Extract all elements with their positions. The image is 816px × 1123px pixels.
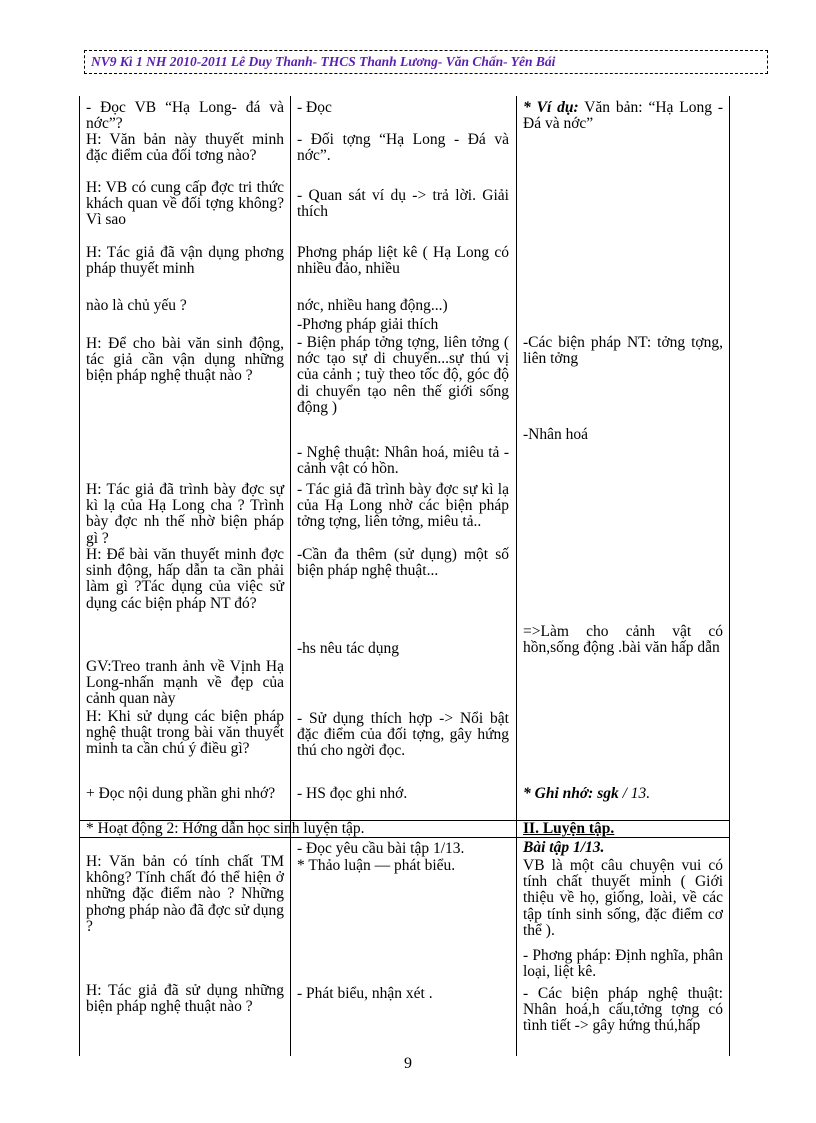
example-text: Văn bản: “Hạ Long - Đá và nớc” <box>523 99 724 133</box>
col1-q11: H: Tác giả đã sử dụng những biện pháp nghệ thuật nào ? <box>86 982 284 1016</box>
col3-exercise-text: VB là một câu chuyện vui có tính chất thuyết minh ( Giới thiệu về họ, giống, loài, về các tập tính sinh sống, đặc điểm cơ thể ). <box>523 857 723 939</box>
col3-art-measures: -Các biện pháp NT: tởng tợng, liên tởng <box>523 334 723 368</box>
col2-a6: - Biện pháp tởng tợng, liên tởng ( nớc tạo sự di chuyển...sự thú vị của cảnh ; tuỳ theo tốc độ, góc độ di chuyển tạo nên thế giới sống động ) <box>297 334 509 416</box>
page-header: NV9 Kì 1 NH 2010-2011 Lê Duy Thanh- THCS Thanh Lương- Văn Chấn- Yên Bái <box>84 50 768 74</box>
col1-q6: H: Tác giả đã trình bày đợc sự kì lạ của Hạ Long cha ? Trình bày đợc nh thế nhờ biện pháp gì ? <box>86 481 284 547</box>
col2-a9: -Cần đa thêm (sử dụng) một số biện pháp nghệ thuật... <box>297 546 509 580</box>
col1-q5: H: Để cho bài văn sinh động, tác giả cần vận dụng những biện pháp nghệ thuật nào ? <box>86 335 284 385</box>
col2-a15: - Phát biểu, nhận xét . <box>297 985 433 1002</box>
exercise-title: Bài tập 1/13. <box>523 839 605 856</box>
col2-a8: - Tác giả đã trình bày đợc sự kì lạ của Hạ Long nhờ các biện pháp tởng tợng, liên tởng, miêu tả.. <box>297 481 509 531</box>
example-label: * Ví dụ: <box>523 99 579 116</box>
col1-q7: H: Để bài văn thuyết minh đợc sinh động, hấp dẫn ta cần phải làm gì ?Tác dụng của việc sử dụng các biện pháp NT đó? <box>86 546 284 612</box>
col2-a3: - Quan sát ví dụ -> trả lời. Giải thích <box>297 187 509 221</box>
table-divider-1 <box>290 96 291 1056</box>
remember-label: * Ghi nhớ: sgk <box>523 785 619 802</box>
col2-a10: -hs nêu tác dụng <box>297 640 400 657</box>
col1-q1: - Đọc VB “Hạ Long- đá và nớc”? <box>86 99 284 133</box>
col2-a4-cont: nớc, nhiều hang động...) <box>297 297 448 314</box>
col2-a5: -Phơng pháp giải thích <box>297 316 439 333</box>
col2-a7: - Nghệ thuật: Nhân hoá, miêu tả - cảnh vật có hồn. <box>297 444 509 478</box>
col3-personification: -Nhân hoá <box>523 426 588 443</box>
col1-q4: H: Tác giả đã vận dụng phơng pháp thuyết minh <box>86 244 284 278</box>
practice-title: II. Luyện tập. <box>523 820 615 837</box>
col2-a11: - Sử dụng thích hợp -> Nổi bật đặc điểm của đối tợng, gây hứng thú cho ngời đọc. <box>297 710 509 760</box>
col2-a2: - Đối tợng “Hạ Long - Đá và nớc”. <box>297 131 509 165</box>
col3-methods: - Phơng pháp: Định nghĩa, phân loại, liệt kê. <box>523 947 723 981</box>
col1-gv-note: GV:Treo tranh ảnh về Vịnh Hạ Long-nhấn mạnh về đẹp của cảnh quan này <box>86 658 284 708</box>
col1-q4-cont: nào là chủ yếu ? <box>86 297 187 314</box>
col1-q9: + Đọc nội dung phần ghi nhớ? <box>86 785 276 802</box>
col3-effect: =>Làm cho cảnh vật có hồn,sống động .bài văn hấp dẫn <box>523 623 723 657</box>
col1-q2: H: Văn bản này thuyết minh đặc điểm của đối tơng nào? <box>86 131 284 165</box>
table-border-right <box>729 96 730 1056</box>
col2-a12: - HS đọc ghi nhớ. <box>297 785 408 802</box>
col1-q10: H: Văn bản có tính chất TM không? Tính chất đó thể hiện ở những đặc điểm nào ? Những phơng pháp nào đã đợc sử dụng ? <box>86 853 284 935</box>
col2-a13: - Đọc yêu cầu bài tập 1/13. <box>297 840 465 857</box>
col1-q3: H: VB có cung cấp đợc tri thức khách quan về đối tợng không? Vì sao <box>86 179 284 229</box>
page-number: 9 <box>404 1055 412 1072</box>
col3-art-measures-2: - Các biện pháp nghệ thuật: Nhân hoá,h cấu,tởng tợng có tình tiết -> gây hứng thú,hấp <box>523 986 723 1035</box>
col2-a14: * Thảo luận — phát biểu. <box>297 857 456 874</box>
remember-page: / 13. <box>618 785 651 802</box>
col2-a1: - Đọc <box>297 99 332 116</box>
table-divider-2 <box>516 96 517 1056</box>
col3-example <box>523 100 723 132</box>
col3-remember <box>523 786 723 802</box>
table-border-left <box>79 96 80 1056</box>
col1-q8: H: Khi sử dụng các biện pháp nghệ thuật trong bài văn thuyết minh ta cần chú ý điều gì? <box>86 708 284 758</box>
activity-2-title: * Hoạt động 2: Hớng dẫn học sinh luyện tập. <box>86 820 365 837</box>
col2-a4: Phơng pháp liệt kê ( Hạ Long có nhiều đảo, nhiều <box>297 244 509 278</box>
